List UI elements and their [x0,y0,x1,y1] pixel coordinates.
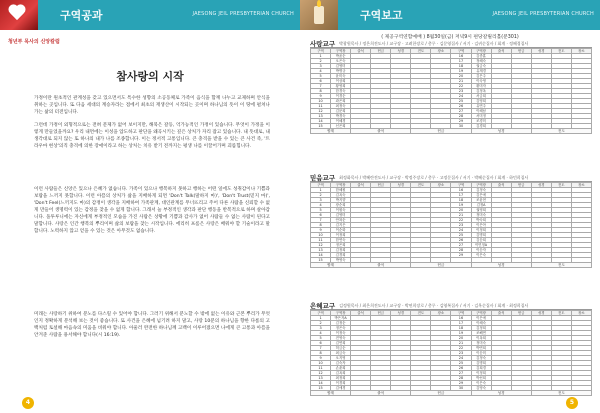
district-number: 20 [451,74,471,79]
district-number: 15 [311,386,331,391]
section-title: 구역공과 [60,9,103,22]
district-number: 27 [451,109,471,114]
district-leader: 김영희 [471,99,491,104]
district-leader: 한경숙 [331,89,351,94]
district-number: 27 [451,371,471,376]
district-number: 23 [451,89,471,94]
district-leader: 유연주 [471,104,491,109]
district-leader: 이순화 [331,228,351,233]
column-header: 구역 [311,49,331,54]
district-leader: 김종훈 [471,54,491,59]
column-header: 성경 [391,183,411,188]
column-header: 장소 [571,49,591,54]
district-number: 3 [311,198,331,203]
column-header: 전도 [551,49,571,54]
group-table [310,48,592,134]
district-number: 18 [451,326,471,331]
district-number: 20 [451,208,471,213]
district-number: 8 [311,89,331,94]
district-number: 30 [451,386,471,391]
district-number: 19 [451,203,471,208]
district-number: 4 [311,203,331,208]
district-number: 9 [311,356,331,361]
district-leader: 전영숙 [331,336,351,341]
district-leader: 이혜남 [471,109,491,114]
total-column: 헌금 [411,391,471,396]
district-number: 24 [451,356,471,361]
district-leader: 권영희 [471,208,491,213]
district-number: 8 [311,351,331,356]
district-number: 12 [311,243,331,248]
column-header: 구역 [311,183,331,188]
district-leader: 김숙자 [331,361,351,366]
district-number: 26 [451,238,471,243]
district-leader: 김정A [471,203,491,208]
district-number: 18 [451,64,471,69]
district-leader: 조윤현 [471,198,491,203]
district-number: 27 [451,243,471,248]
column-header: 전도 [551,311,571,316]
group-eunhye [310,302,592,396]
district-number: 15 [311,124,331,129]
paragraph-1: 가정이란 원초적인 관계성을 갖고 있으면서도 특수한 성향의 소공동체로 가족이 음식을 함께 나누고 교제하며 안식을 취하는 곳입니다. 또 다음 세대의 계승자라는 점에서 최초의 재생산이 시작되는 곳이며 하나님의 뜻이 이 땅에 펼쳐나가는 삶의 터전입니다. [34,96,270,115]
district-leader: 최금숙 [331,351,351,356]
column-header: 전도 [411,183,431,188]
district-leader: 이민정A [471,243,491,248]
column-header: 구역장 [471,49,491,54]
group-header [310,40,592,48]
district-number: 19 [451,331,471,336]
district-number: 19 [451,69,471,74]
column-header: 장소 [571,311,591,316]
column-header: 구역장 [331,311,351,316]
district-leader: 서금희 [471,94,491,99]
district-number: 10 [311,99,331,104]
district-number: 6 [311,79,331,84]
district-number: 23 [451,351,471,356]
district-number: 10 [311,233,331,238]
paragraph-3: 이런 사람들은 신앙은 있으나 은혜가 없습니다. 가족이 있으나 행복하지 못하고 행하는 어떤 일에도 성취감이나 기쁨과 보람을 느끼지 못합니다. 이런 아픔의 상처가 삶을 지배하게 되면 'Don't Talk(말하지 마)', 'Don't Trust(믿지 마)', 'Don't Feel(느끼지도 마)의 감정이 생각을 지배하여 가족관계, 대인관계를 무너뜨리고 주어 다른 사람을 신뢰할 수 없게 만들어 생명력이 있는 감정을 찾을 수 없게 합니다. 그래서 늘 부정적인 생각과 판단 행동을 반복적으로 하며 살아갑니다. 돌투루니에는 자신에게 부정적인 모습을 가진 사람은 상황에 기쁨과 감사가 없어 사람들 수 없는 사람이 된다고 말합니다. 사랑은 인간 행복의 뿌리이며 삶의 보람을 찾는 시작입니다. 에리히 프롬은 사랑은 배워야 할 기술이라고 말합니다. 노력하지 않고 얻을 수 있는 것은 아무것도 없습니다. [34,187,270,234]
district-number: 26 [451,366,471,371]
district-leader: 이정희 [471,228,491,233]
district-leader: 박은자A [331,316,351,321]
column-header: 출석 [491,311,511,316]
district-number: 5 [311,74,331,79]
column-header: 출석 [351,311,371,316]
district-number: 21 [451,341,471,346]
district-number: 16 [451,316,471,321]
district-number: 17 [451,59,471,64]
district-leader: 이정희 [471,371,491,376]
group-sarang [310,40,592,134]
column-header: 장소 [431,311,451,316]
district-leader: 서미정 [471,114,491,119]
column-header: 헌금 [511,49,531,54]
district-number: 15 [311,258,331,263]
district-leader: 김명희 [471,361,491,366]
district-leader: 이은애 [471,316,491,321]
column-header: 출석 [491,49,511,54]
district-number: 24 [451,228,471,233]
district-leader: 김정희 [331,248,351,253]
district-leader: 김정순 [331,321,351,326]
column-header: 장소 [431,49,451,54]
district-number: 29 [451,119,471,124]
column-header: 구역장 [471,311,491,316]
district-number: 16 [451,54,471,59]
district-number: 21 [451,79,471,84]
district-leader: 김경희 [471,124,491,129]
district-number: 30 [451,124,471,129]
column-series: 청년부 목사의 신앙칼럼 [8,39,60,45]
district-number: 7 [311,218,331,223]
right-header [300,0,600,30]
district-leader: 김영숙 [471,386,491,391]
column-header: 헌금 [511,183,531,188]
district-number: 1 [311,188,331,193]
district-leader: 이정희 [331,233,351,238]
district-leader: 정혜숙 [471,59,491,64]
district-leader: 황미자 [471,84,491,89]
heart-cross-image [0,0,38,30]
district-leader: 김희경 [471,366,491,371]
district-number: 6 [311,341,331,346]
district-leader: 이은숙 [471,381,491,386]
district-leader: 김정숙 [471,188,491,193]
district-number: 18 [451,198,471,203]
column-header: 구역 [311,311,331,316]
district-number: 16 [451,188,471,193]
total-column: 성경 [471,129,531,134]
column-header: 구역장 [331,183,351,188]
total-column: 전도 [531,129,591,134]
district-number: 12 [311,109,331,114]
column-header: 장소 [571,183,591,188]
paragraph-2: 그런데 가정이 외형적으로는 전혀 문제가 없어 보이지만, 해묵은 갈등, 억가능적인 가정이 있습니다. 무엇이 가정을 이렇게 만들었을까요? 우리 내면에는 이성을 압도하고 판단을 왜곡시키는 깊은 상처가 자리 잡고 있습니다. 내 뜻대로, 내 생각대로 되지 않는 또 하나의 내가 나를 조종합니다. 이는 정서적 고통입니다. 큰 충격을 받을 수 있는 큰 사건 즉, '트라우마 현상'의직 충격에 의한 장애이라고 하는 상처는 치유 받기 전까지는 평생 나를 이끌어가며 괴롭힙니다. [34,123,270,149]
total-label: 합계 [311,391,351,396]
district-leader: 정미숙 [471,213,491,218]
page-number: 5 [566,397,578,409]
district-number: 22 [451,218,471,223]
group-name: 믿음교구 [310,174,336,182]
column-header: 구역장 [331,49,351,54]
district-number: 28 [451,376,471,381]
district-leader: 김명희 [471,233,491,238]
district-leader: 신은희 [331,124,351,129]
right-page [300,0,600,413]
district-leader: 김경희 [331,253,351,258]
district-number: 25 [451,361,471,366]
column-header: 헌금 [371,49,391,54]
district-leader: 최정숙 [331,104,351,109]
total-column: 헌금 [411,129,471,134]
district-leader: 조해연 [471,331,491,336]
column-header: 구역 [451,183,471,188]
district-leader: 장순희 [331,203,351,208]
district-leader: 김정희 [471,326,491,331]
total-column: 전도 [531,263,591,268]
district-number: 13 [311,248,331,253]
column-header: 출석 [351,49,371,54]
district-leader: 곽은희 [331,99,351,104]
column-header: 성경 [531,49,551,54]
district-number: 5 [311,208,331,213]
district-leader: 이은숙 [471,253,491,258]
district-leader: 정은숙 [331,326,351,331]
district-number: 28 [451,114,471,119]
column-header: 전도 [411,49,431,54]
column-header: 성경 [531,183,551,188]
district-leader: 정미숙 [471,341,491,346]
district-number: 2 [311,59,331,64]
district-leader: 윤미숙 [331,74,351,79]
district-leader: 안복순 [331,218,351,223]
district-leader: 이원숙 [331,208,351,213]
district-number: 28 [451,248,471,253]
total-row [311,129,592,134]
district-number: 17 [451,321,471,326]
district-leader: 오은숙 [331,59,351,64]
district-number: 12 [311,371,331,376]
column-header: 장소 [431,183,451,188]
church-name: JAESONG JEIL PRESBYTERIAN CHURCH [192,11,294,17]
district-leader: 박연희 [471,346,491,351]
column-header: 구역 [451,311,471,316]
column-header: 전도 [551,183,571,188]
group-leaders: 박광원목사 / 정은희전도사 / 교구장 · 고려한장로 / 총무 · 김문영집사 / 서기 · 김귀순집사 / 회계 · 정혜경집사 [339,40,529,46]
column-header: 구역장 [471,183,491,188]
district-leader: 박영숙 [331,258,351,263]
column-header: 성경 [391,311,411,316]
district-number: 4 [311,331,331,336]
district-leader: 박경숙 [331,114,351,119]
district-leader: 이옥희 [471,336,491,341]
meeting-info: ( 제공구역연합예배 ) 8월30일(금) 저녁9시 편당갈릴리홀(분301) [381,35,519,40]
district-number: 1 [311,54,331,59]
district-leader: 황영희 [331,84,351,89]
district-number: 5 [311,336,331,341]
district-number: 7 [311,84,331,89]
district-number: 29 [451,381,471,386]
page-number: 4 [22,397,34,409]
district-leader: 김지은 [331,223,351,228]
total-column: 성경 [471,263,531,268]
district-number: 9 [311,94,331,99]
district-leader: 박숙희 [471,218,491,223]
total-column: 출석 [351,129,411,134]
candle-icon [314,6,324,24]
district-leader: 김애경 [331,386,351,391]
column-header: 전도 [411,311,431,316]
group-table [310,182,592,268]
group-leaders: 최정화목사 / 박혜란전도사 / 교구장 · 박정주장로 / 총무 · 고정문집사 / 서기 · 박혜순집사 / 회계 · 하민희집사 [339,174,529,180]
district-leader: 최정희 [331,376,351,381]
district-number: 24 [451,94,471,99]
district-leader: 김정숙 [471,356,491,361]
district-number: 6 [311,213,331,218]
district-number: 10 [311,361,331,366]
district-leader: 박명규 [331,69,351,74]
district-number: 3 [311,64,331,69]
district-leader: 한혜원 [331,188,351,193]
district-number: 17 [451,193,471,198]
district-leader: 김연희 [331,341,351,346]
total-column: 출석 [351,391,411,396]
district-leader: 김문희 [331,109,351,114]
group-mideum [310,174,592,268]
column-header: 성경 [531,311,551,316]
column-header: 구역 [451,49,471,54]
column-header: 성경 [391,49,411,54]
article-title: 참사랑의 시작 [116,70,184,83]
district-number: 8 [311,223,331,228]
district-leader: 조경미 [471,119,491,124]
district-leader: 이숙영 [471,79,491,84]
group-header [310,302,592,310]
group-name: 은혜교구 [310,302,336,310]
district-number: 2 [311,193,331,198]
district-leader: 이순자 [471,248,491,253]
column-header: 헌금 [511,311,531,316]
column-header: 출석 [351,183,371,188]
district-number: 14 [311,381,331,386]
district-leader: 이경희 [331,381,351,386]
district-number: 22 [451,84,471,89]
district-leader: 이경순 [331,94,351,99]
district-leader: 박지향 [331,198,351,203]
district-leader: 한연숙 [331,238,351,243]
district-leader: 김순희 [471,238,491,243]
district-number: 13 [311,114,331,119]
total-label: 합계 [311,263,351,268]
group-leaders: 김정원목사 / 최은희전도사 / 교구장 · 박연희장로 / 총무 · 김영복집사 / 서기 · 김옥순집사 / 회계 · 최정희집사 [339,302,529,308]
total-row [311,263,592,268]
district-leader: 권금숙 [471,64,491,69]
district-number: 14 [311,119,331,124]
district-leader: 박선희 [471,376,491,381]
candle-image [300,0,338,30]
district-number: 2 [311,321,331,326]
district-number: 7 [311,346,331,351]
district-number: 20 [451,336,471,341]
left-header [0,0,300,30]
district-leader: 김영미 [331,213,351,218]
district-number: 11 [311,104,331,109]
district-leader: 오지영 [331,356,351,361]
church-name: JAESONG JEIL PRESBYTERIAN CHURCH [492,11,594,17]
district-leader: 허금순 [331,346,351,351]
paragraph-4: 미래는 사랑하기 위하여 분노를 다스릴 수 있어야 합니다. 그러기 위해서 분노할 수 밖에 없는 이유와 근본 뿌리가 무엇인지 정확하게 분석해 보는 것이 좋습니다. 또 사건을 은혜에 넘기려 하지 말고, 사랑 10분의 하나님을 향한 다룸의 고백처럼 토설해 마음속의 미움을 비워야 합니다. 아울러 완전한 하나님께 고백이 이루어졌으면 나에게 큰 고통과 아픔을 안겨준 사람을 용서해야 합니다(시 16:19). [34,312,270,338]
column-header: 헌금 [371,311,391,316]
district-leader: 정은희 [331,243,351,248]
district-leader: 김정옥 [471,89,491,94]
district-number: 1 [311,316,331,321]
total-column: 헌금 [411,263,471,268]
district-number: 21 [451,213,471,218]
district-leader: 이혜경 [331,119,351,124]
district-number: 11 [311,366,331,371]
district-leader: 이혜숙 [471,321,491,326]
district-number: 26 [451,104,471,109]
district-leader: 박윤순 [331,54,351,59]
total-column: 출석 [351,263,411,268]
district-leader: 김옥숙 [331,193,351,198]
district-number: 25 [451,233,471,238]
district-number: 9 [311,228,331,233]
district-number: 4 [311,69,331,74]
district-number: 22 [451,346,471,351]
column-header: 출석 [491,183,511,188]
group-table [310,310,592,396]
column-header: 헌금 [371,183,391,188]
district-number: 3 [311,326,331,331]
district-leader: 이상희 [331,79,351,84]
district-leader: 이은아 [471,223,491,228]
district-number: 14 [311,253,331,258]
section-title: 구역보고 [360,9,403,22]
district-leader: 김은애 [471,193,491,198]
district-leader: 유재경 [471,69,491,74]
district-number: 25 [451,99,471,104]
district-leader: 김은주 [471,74,491,79]
heart-icon [9,5,27,23]
group-name: 사랑교구 [310,40,336,48]
district-leader: 김옥희 [331,371,351,376]
district-number: 11 [311,238,331,243]
total-column: 전도 [531,391,591,396]
total-column: 성경 [471,391,531,396]
district-number: 29 [451,253,471,258]
group-header [310,174,592,182]
total-row [311,391,592,396]
district-number: 23 [451,223,471,228]
district-number: 13 [311,376,331,381]
district-leader: 이순미 [471,351,491,356]
district-leader: 김영미 [331,64,351,69]
total-label: 합계 [311,129,351,134]
district-leader: 이정숙 [331,331,351,336]
district-leader: 손춘희 [331,366,351,371]
